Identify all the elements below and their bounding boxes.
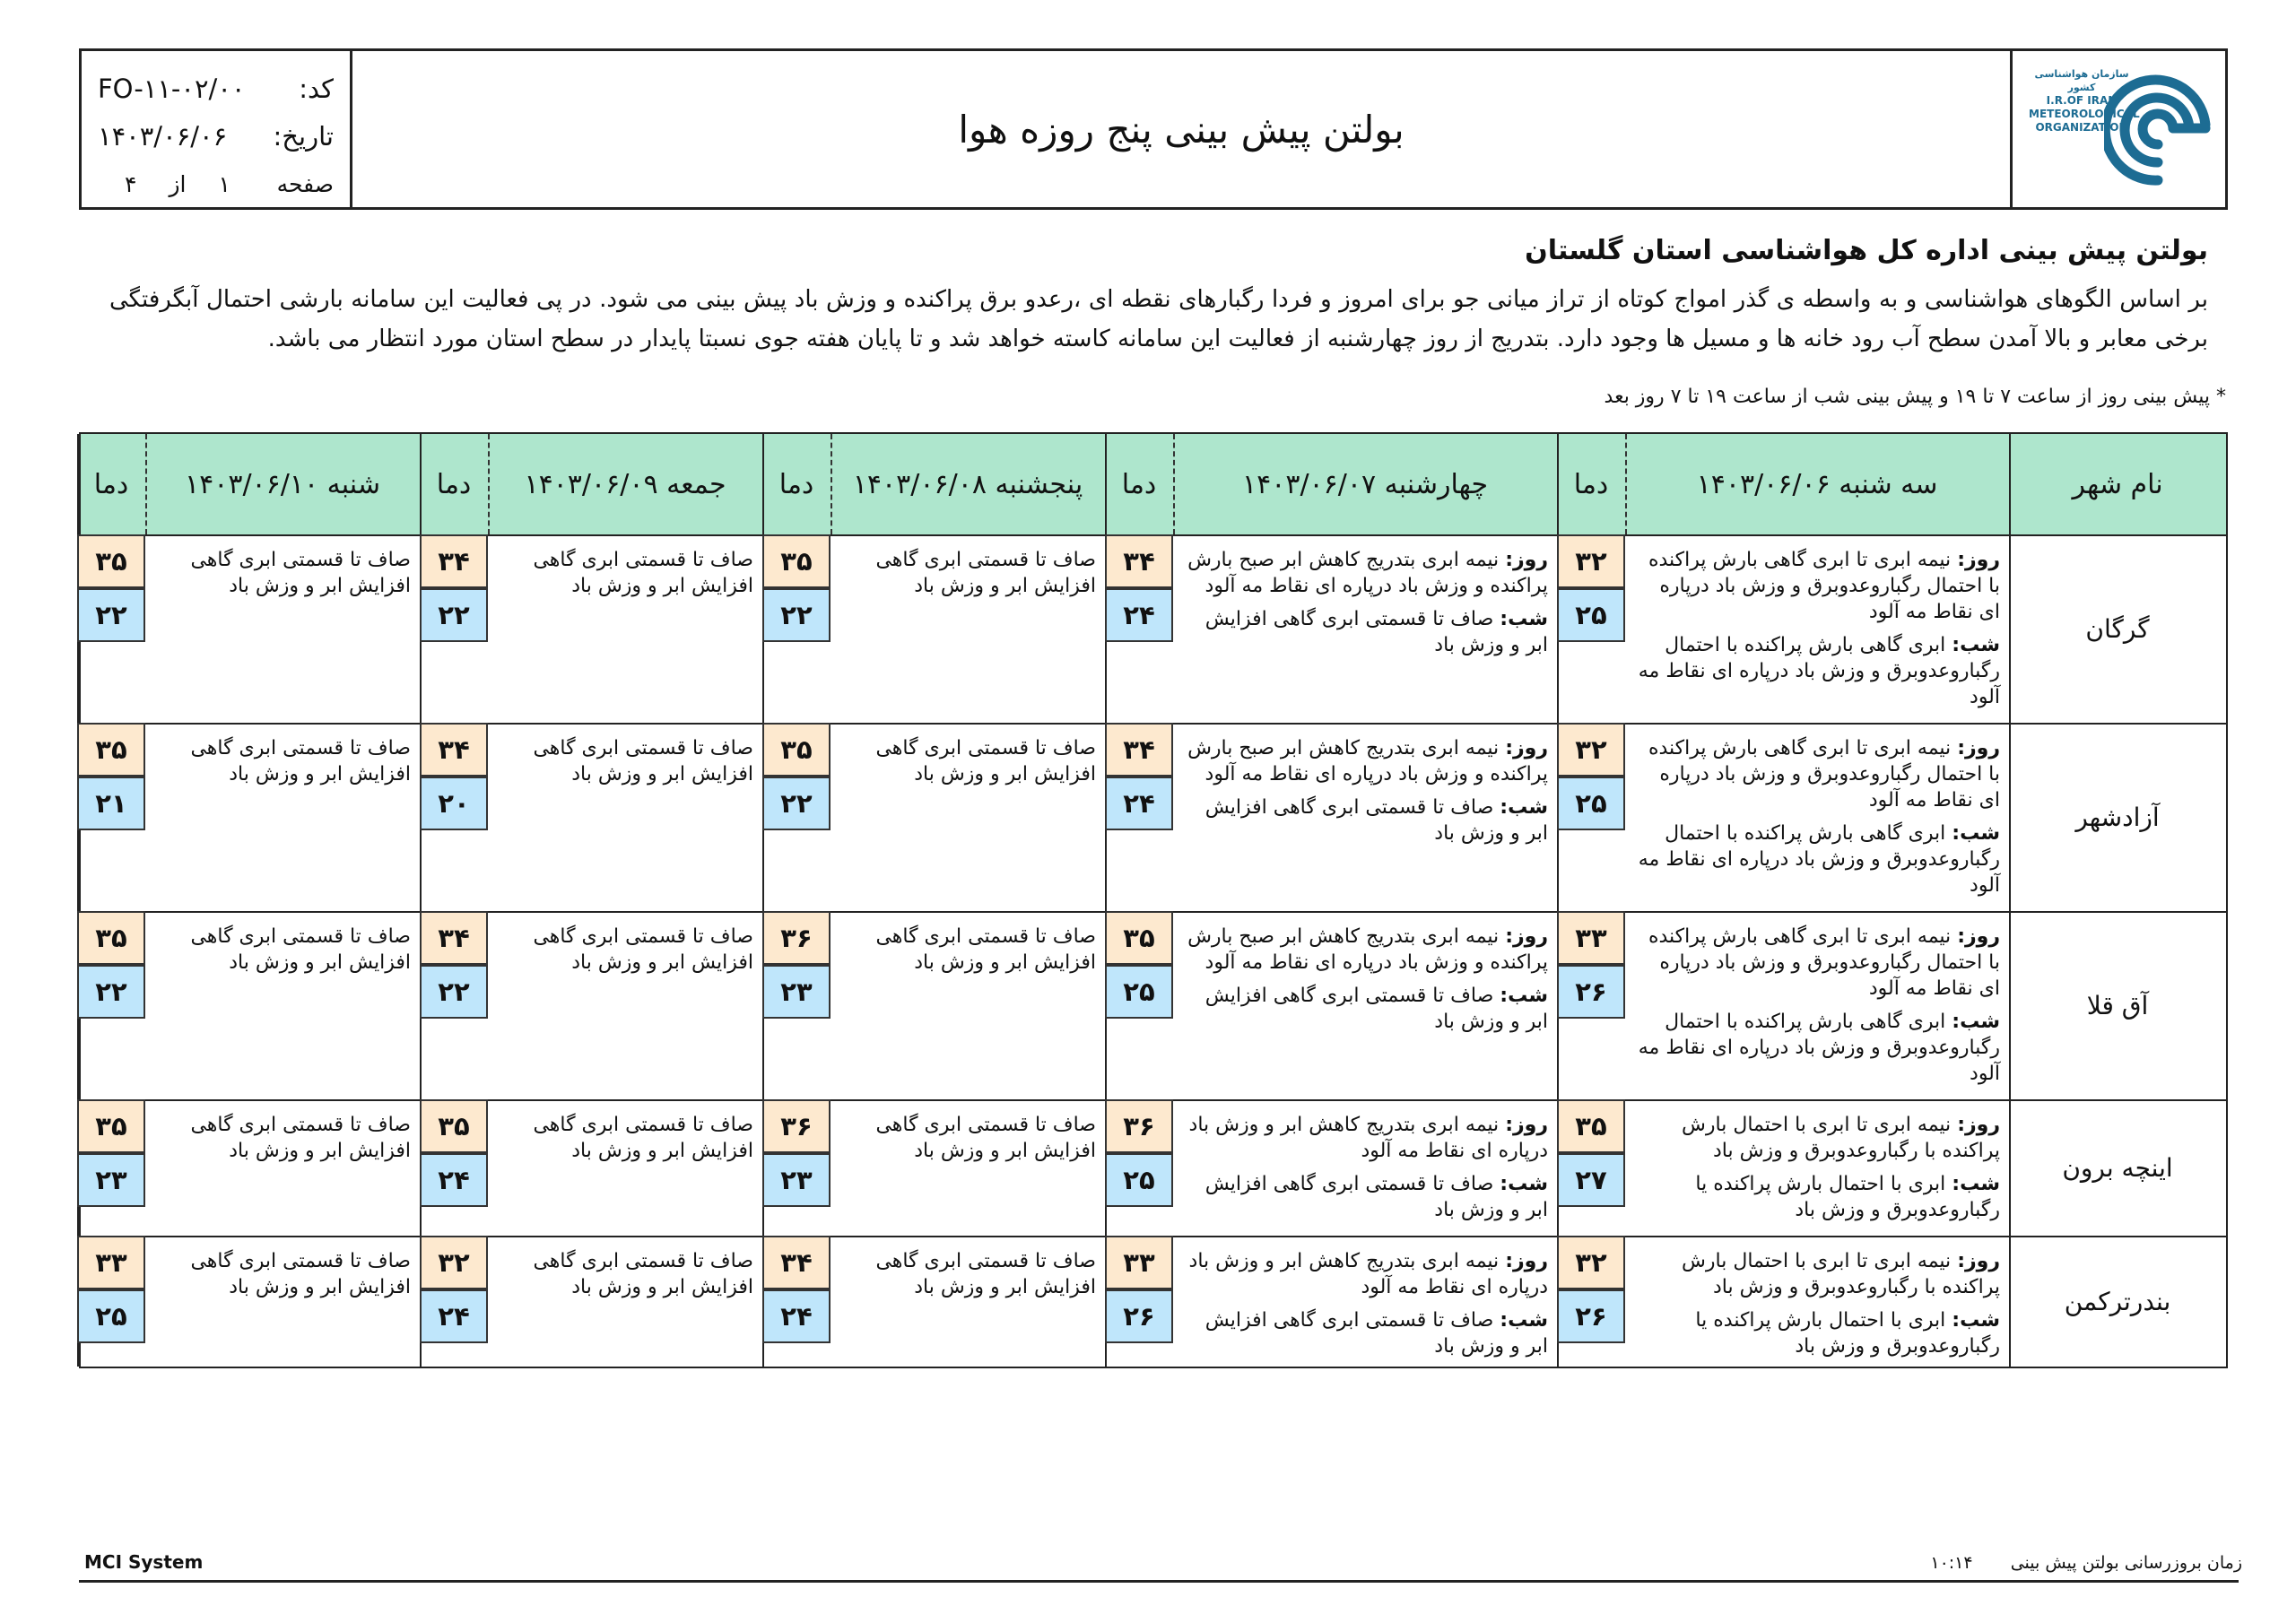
forecast-text	[1634, 924, 2000, 1094]
max-temp: ۳۶	[1105, 1099, 1173, 1153]
day-text: نیمه ابری بتدریج کاهش ابر صبح بارش پراکنده و وزش باد درپاره ای نقاط مه آلود	[1187, 549, 1548, 597]
forecast-summary: صاف تا قسمتی ابری گاهی افزایش ابر و وزش باد	[875, 1250, 1096, 1298]
forecast-summary: صاف تا قسمتی ابری گاهی افزایش ابر و وزش باد	[533, 925, 753, 974]
forecast-text	[1182, 547, 1548, 665]
min-temp: ۲۲	[420, 965, 488, 1019]
intro-body: بر اساس الگوهای هواشناسی و به واسطه ی گذر امواج کوتاه از تراز میانی جو برای امروز و فردا رگبارهای نقطه ای ،رعدو برق پراکنده و وزش باد پیش بینی می شود. در پی فعالیت این سامانه بارشی احتمال آبگرفتگی برخی معابر و بالا آمدن سطح آب رود خانه ها و مسیل ها وجود دارد. بتدریج از روز چهارشنبه از فعالیت این سامانه کاسته خواهد شد و تا پایان هفته جوی نسبتا پایدار در سطح استان مورد انتظار می باشد.	[109, 286, 2208, 352]
night-text: ابری گاهی بارش پراکنده با احتمال رگباروعدوبرق و وزش باد درپاره ای نقاط مه آلود	[1638, 822, 2000, 897]
max-temp: ۳۳	[1105, 1236, 1173, 1289]
footer-divider	[79, 1580, 2239, 1583]
forecast-text	[839, 1248, 1096, 1300]
max-temp: ۳۵	[1105, 911, 1173, 965]
night-forecast	[1182, 794, 1548, 846]
logo-line-2: I.R.OF IRAN	[2046, 94, 2118, 107]
min-temp: ۲۶	[1557, 965, 1625, 1019]
forecast-summary: صاف تا قسمتی ابری گاهی افزایش ابر و وزش باد	[533, 1250, 753, 1298]
page-total: ۴	[125, 171, 137, 197]
day-text: نیمه ابری تا ابری با احتمال بارش پراکنده با رگباروعدوبرق و وزش باد	[1682, 1114, 2000, 1162]
night-forecast	[1634, 632, 2000, 710]
header-temp-5: دما	[93, 468, 129, 500]
max-temp: ۳۵	[77, 723, 145, 777]
day-forecast	[1182, 1112, 1548, 1164]
min-temp: ۲۵	[1557, 588, 1625, 642]
header-day-2: چهارشنبه ۱۴۰۳/۰۶/۰۷	[1242, 468, 1488, 500]
min-temp: ۲۷	[1557, 1153, 1625, 1207]
night-forecast	[1182, 1171, 1548, 1223]
forecast-summary: صاف تا قسمتی ابری گاهی افزایش ابر و وزش باد	[190, 925, 411, 974]
min-temp: ۲۶	[1557, 1289, 1625, 1343]
min-temp: ۲۲	[77, 588, 145, 642]
forecast-text	[839, 924, 1096, 976]
night-label: شب:	[1500, 1309, 1548, 1332]
min-temp: ۲۳	[77, 1153, 145, 1207]
max-temp: ۳۵	[77, 911, 145, 965]
forecast-text	[154, 1112, 411, 1164]
min-temp: ۲۲	[420, 588, 488, 642]
system-name: MCI System	[84, 1551, 204, 1573]
forecast-text	[839, 735, 1096, 787]
max-temp: ۳۴	[1105, 723, 1173, 777]
night-text: صاف تا قسمتی ابری گاهی افزایش ابر و وزش باد	[1205, 985, 1548, 1033]
min-temp: ۲۵	[1105, 1153, 1173, 1207]
min-temp: ۲۴	[1105, 777, 1173, 830]
header-day-3: پنجشنبه ۱۴۰۳/۰۶/۰۸	[852, 468, 1083, 500]
logo-line-1: سازمان هواشناسی کشور	[2034, 68, 2129, 93]
forecast-text	[1182, 1112, 1548, 1230]
city-name: آزادشهر	[2075, 802, 2160, 832]
header-dash-1	[1625, 434, 1627, 534]
day-text: نیمه ابری بتدریج کاهش ابر صبح بارش پراکنده و وزش باد درپاره ای نقاط مه آلود	[1187, 737, 1548, 785]
code-value: FO-۱۱-۰۲/۰۰	[98, 74, 246, 104]
day-forecast	[1182, 1248, 1548, 1300]
forecast-table	[79, 432, 2228, 1368]
forecast-text	[154, 735, 411, 787]
forecast-text	[1182, 1248, 1548, 1367]
city-name: اینچه برون	[2062, 1152, 2173, 1183]
day-forecast	[1182, 735, 1548, 787]
max-temp: ۳۶	[762, 1099, 831, 1153]
min-temp: ۲۲	[77, 965, 145, 1019]
night-forecast	[1634, 1009, 2000, 1087]
header-day-4: جمعه ۱۴۰۳/۰۶/۰۹	[524, 468, 726, 500]
update-time-info	[1930, 1553, 2242, 1573]
page-title: بولتن پیش بینی پنج روزه هوا	[958, 107, 1405, 152]
forecast-text	[154, 547, 411, 599]
forecast-text	[154, 924, 411, 976]
max-temp: ۳۳	[1557, 911, 1625, 965]
logo-line-4: ORGANIZATION	[2035, 121, 2128, 134]
max-temp: ۳۲	[420, 1236, 488, 1289]
max-temp: ۳۳	[77, 1236, 145, 1289]
day-label: روز:	[1957, 1114, 2000, 1136]
max-temp: ۳۵	[1557, 1099, 1625, 1153]
forecast-text	[497, 1112, 753, 1164]
logo-line-3: METEOROLOGICAL	[2029, 108, 2140, 120]
date-value: ۱۴۰۳/۰۶/۰۶	[98, 121, 228, 152]
night-label: شب:	[1952, 634, 2000, 656]
max-temp: ۳۴	[1105, 534, 1173, 588]
min-temp: ۲۲	[762, 588, 831, 642]
header-temp-2: دما	[1121, 468, 1157, 500]
night-text: صاف تا قسمتی ابری گاهی افزایش ابر و وزش باد	[1205, 796, 1548, 845]
forecast-summary: صاف تا قسمتی ابری گاهی افزایش ابر و وزش باد	[190, 1250, 411, 1298]
document-info	[82, 51, 352, 207]
max-temp: ۳۵	[420, 1099, 488, 1153]
forecast-text	[839, 547, 1096, 599]
intro-section	[109, 231, 2208, 359]
day-text: نیمه ابری تا ابری گاهی بارش پراکنده با احتمال رگباروعدوبرق و وزش باد درپاره ای نقاط مه آلود	[1648, 925, 2000, 1000]
city-name: آق قلا	[2086, 990, 2149, 1020]
max-temp: ۳۴	[420, 534, 488, 588]
night-label: شب:	[1500, 985, 1548, 1007]
city-name: گرگان	[2085, 613, 2150, 644]
night-forecast	[1634, 820, 2000, 898]
forecast-text	[497, 735, 753, 787]
max-temp: ۳۲	[1557, 534, 1625, 588]
night-label: شب:	[1500, 608, 1548, 630]
header-temp-3: دما	[778, 468, 814, 500]
day-label: روز:	[1505, 1114, 1548, 1136]
day-text: نیمه ابری تا ابری گاهی بارش پراکنده با احتمال رگباروعدوبرق و وزش باد درپاره ای نقاط مه آلود	[1648, 549, 2000, 623]
forecast-text	[1634, 1248, 2000, 1367]
forecast-text	[497, 547, 753, 599]
header-temp-4: دما	[436, 468, 472, 500]
day-forecast	[1634, 1112, 2000, 1164]
max-temp: ۳۵	[77, 534, 145, 588]
day-forecast	[1634, 924, 2000, 1002]
night-forecast	[1182, 1307, 1548, 1359]
day-text: نیمه ابری تا ابری گاهی بارش پراکنده با احتمال رگباروعدوبرق و وزش باد درپاره ای نقاط مه آلود	[1648, 737, 2000, 812]
min-temp: ۲۰	[420, 777, 488, 830]
day-forecast	[1634, 547, 2000, 625]
forecast-summary: صاف تا قسمتی ابری گاهی افزایش ابر و وزش باد	[533, 737, 753, 785]
intro-heading: بولتن پیش بینی اداره کل هواشناسی استان گلستان	[1525, 235, 2208, 266]
day-text: نیمه ابری بتدریج کاهش ابر و وزش باد درپاره ای نقاط مه آلود	[1188, 1114, 1548, 1162]
night-label: شب:	[1952, 1173, 2000, 1195]
night-text: ابری با احتمال بارش پراکنده یا رگباروعدوبرق و وزش باد	[1695, 1309, 2000, 1358]
header-day-1: سه شنبه ۱۴۰۳/۰۶/۰۶	[1696, 468, 1938, 500]
city-name: بندرترکمن	[2064, 1286, 2171, 1316]
day-forecast	[1634, 1248, 2000, 1300]
night-forecast	[1634, 1307, 2000, 1359]
min-temp: ۲۳	[762, 1153, 831, 1207]
day-label: روز:	[1505, 549, 1548, 571]
max-temp: ۳۴	[420, 723, 488, 777]
night-text: ابری گاهی بارش پراکنده با احتمال رگباروعدوبرق و وزش باد درپاره ای نقاط مه آلود	[1638, 1011, 2000, 1085]
page-label: صفحه	[276, 171, 334, 197]
forecast-summary: صاف تا قسمتی ابری گاهی افزایش ابر و وزش باد	[190, 737, 411, 785]
night-text: ابری گاهی بارش پراکنده با احتمال رگباروعدوبرق و وزش باد درپاره ای نقاط مه آلود	[1638, 634, 2000, 708]
page-number: ۱	[218, 171, 230, 197]
night-text: صاف تا قسمتی ابری گاهی افزایش ابر و وزش باد	[1205, 1309, 1548, 1358]
night-forecast	[1182, 606, 1548, 658]
header-temp-1: دما	[1573, 468, 1609, 500]
day-text: نیمه ابری بتدریج کاهش ابر صبح بارش پراکنده و وزش باد درپاره ای نقاط مه آلود	[1187, 925, 1548, 974]
max-temp: ۳۴	[420, 911, 488, 965]
max-temp: ۳۴	[762, 1236, 831, 1289]
forecast-text	[1634, 735, 2000, 906]
min-temp: ۲۳	[762, 965, 831, 1019]
min-temp: ۲۴	[762, 1289, 831, 1343]
update-time: ۱۰:۱۴	[1930, 1553, 1973, 1573]
forecast-summary: صاف تا قسمتی ابری گاهی افزایش ابر و وزش باد	[875, 1114, 1096, 1162]
night-label: شب:	[1952, 1011, 2000, 1033]
forecast-text	[1182, 924, 1548, 1042]
night-label: شب:	[1500, 1173, 1548, 1195]
code-label: کد:	[299, 74, 334, 104]
max-temp: ۳۵	[762, 534, 831, 588]
forecast-summary: صاف تا قسمتی ابری گاهی افزایش ابر و وزش باد	[875, 549, 1096, 597]
spiral-logo-icon	[2104, 74, 2212, 187]
bulletin-header	[79, 48, 2228, 210]
min-temp: ۲۲	[762, 777, 831, 830]
day-text: نیمه ابری تا ابری با احتمال بارش پراکنده با رگباروعدوبرق و وزش باد	[1682, 1250, 2000, 1298]
forecast-text	[1182, 735, 1548, 854]
max-temp: ۳۵	[77, 1099, 145, 1153]
forecast-summary: صاف تا قسمتی ابری گاهی افزایش ابر و وزش باد	[190, 549, 411, 597]
forecast-summary: صاف تا قسمتی ابری گاهی افزایش ابر و وزش باد	[190, 1114, 411, 1162]
min-temp: ۲۴	[1105, 588, 1173, 642]
header-dash-2	[1173, 434, 1175, 534]
day-text: نیمه ابری بتدریج کاهش ابر و وزش باد درپاره ای نقاط مه آلود	[1188, 1250, 1548, 1298]
night-forecast	[1182, 983, 1548, 1035]
day-forecast	[1182, 924, 1548, 976]
min-temp: ۲۴	[420, 1153, 488, 1207]
forecast-summary: صاف تا قسمتی ابری گاهی افزایش ابر و وزش باد	[875, 737, 1096, 785]
max-temp: ۳۲	[1557, 1236, 1625, 1289]
header-dash-4	[488, 434, 490, 534]
header-dash-5	[145, 434, 147, 534]
day-forecast	[1182, 547, 1548, 599]
forecast-text	[839, 1112, 1096, 1164]
forecast-summary: صاف تا قسمتی ابری گاهی افزایش ابر و وزش باد	[875, 925, 1096, 974]
forecast-text	[1634, 547, 2000, 717]
forecast-time-note: * پیش بینی روز از ساعت ۷ تا ۱۹ و پیش بینی شب از ساعت ۱۹ تا ۷ روز بعد	[1604, 386, 2226, 408]
day-label: روز:	[1505, 737, 1548, 759]
day-label: روز:	[1957, 549, 2000, 571]
night-text: صاف تا قسمتی ابری گاهی افزایش ابر و وزش باد	[1205, 608, 1548, 656]
forecast-text	[497, 1248, 753, 1300]
night-text: صاف تا قسمتی ابری گاهی افزایش ابر و وزش باد	[1205, 1173, 1548, 1221]
day-label: روز:	[1957, 737, 2000, 759]
day-label: روز:	[1957, 925, 2000, 948]
day-forecast	[1634, 735, 2000, 813]
forecast-summary: صاف تا قسمتی ابری گاهی افزایش ابر و وزش باد	[533, 1114, 753, 1162]
min-temp: ۲۱	[77, 777, 145, 830]
forecast-text	[154, 1248, 411, 1300]
forecast-text	[497, 924, 753, 976]
table-header	[81, 434, 2226, 536]
night-forecast	[1634, 1171, 2000, 1223]
min-temp: ۲۴	[420, 1289, 488, 1343]
header-day-5: شنبه ۱۴۰۳/۰۶/۱۰	[185, 468, 380, 500]
night-label: شب:	[1952, 822, 2000, 845]
day-label: روز:	[1957, 1250, 2000, 1272]
min-temp: ۲۵	[1105, 965, 1173, 1019]
page-of: از	[169, 171, 187, 197]
date-label: تاریخ:	[273, 121, 334, 152]
forecast-text	[1634, 1112, 2000, 1230]
night-text: ابری با احتمال بارش پراکنده یا رگباروعدوبرق و وزش باد	[1695, 1173, 2000, 1221]
organization-logo	[2010, 51, 2225, 207]
min-temp: ۲۵	[1557, 777, 1625, 830]
day-label: روز:	[1505, 925, 1548, 948]
max-temp: ۳۲	[1557, 723, 1625, 777]
day-label: روز:	[1505, 1250, 1548, 1272]
min-temp: ۲۶	[1105, 1289, 1173, 1343]
max-temp: ۳۶	[762, 911, 831, 965]
header-city: نام شهر	[2072, 468, 2163, 500]
min-temp: ۲۵	[77, 1289, 145, 1343]
night-label: شب:	[1500, 796, 1548, 819]
max-temp: ۳۵	[762, 723, 831, 777]
update-label: زمان بروزرسانی بولتن پیش بینی	[2010, 1553, 2242, 1573]
night-label: شب:	[1952, 1309, 2000, 1332]
forecast-summary: صاف تا قسمتی ابری گاهی افزایش ابر و وزش باد	[533, 549, 753, 597]
header-dash-3	[831, 434, 832, 534]
